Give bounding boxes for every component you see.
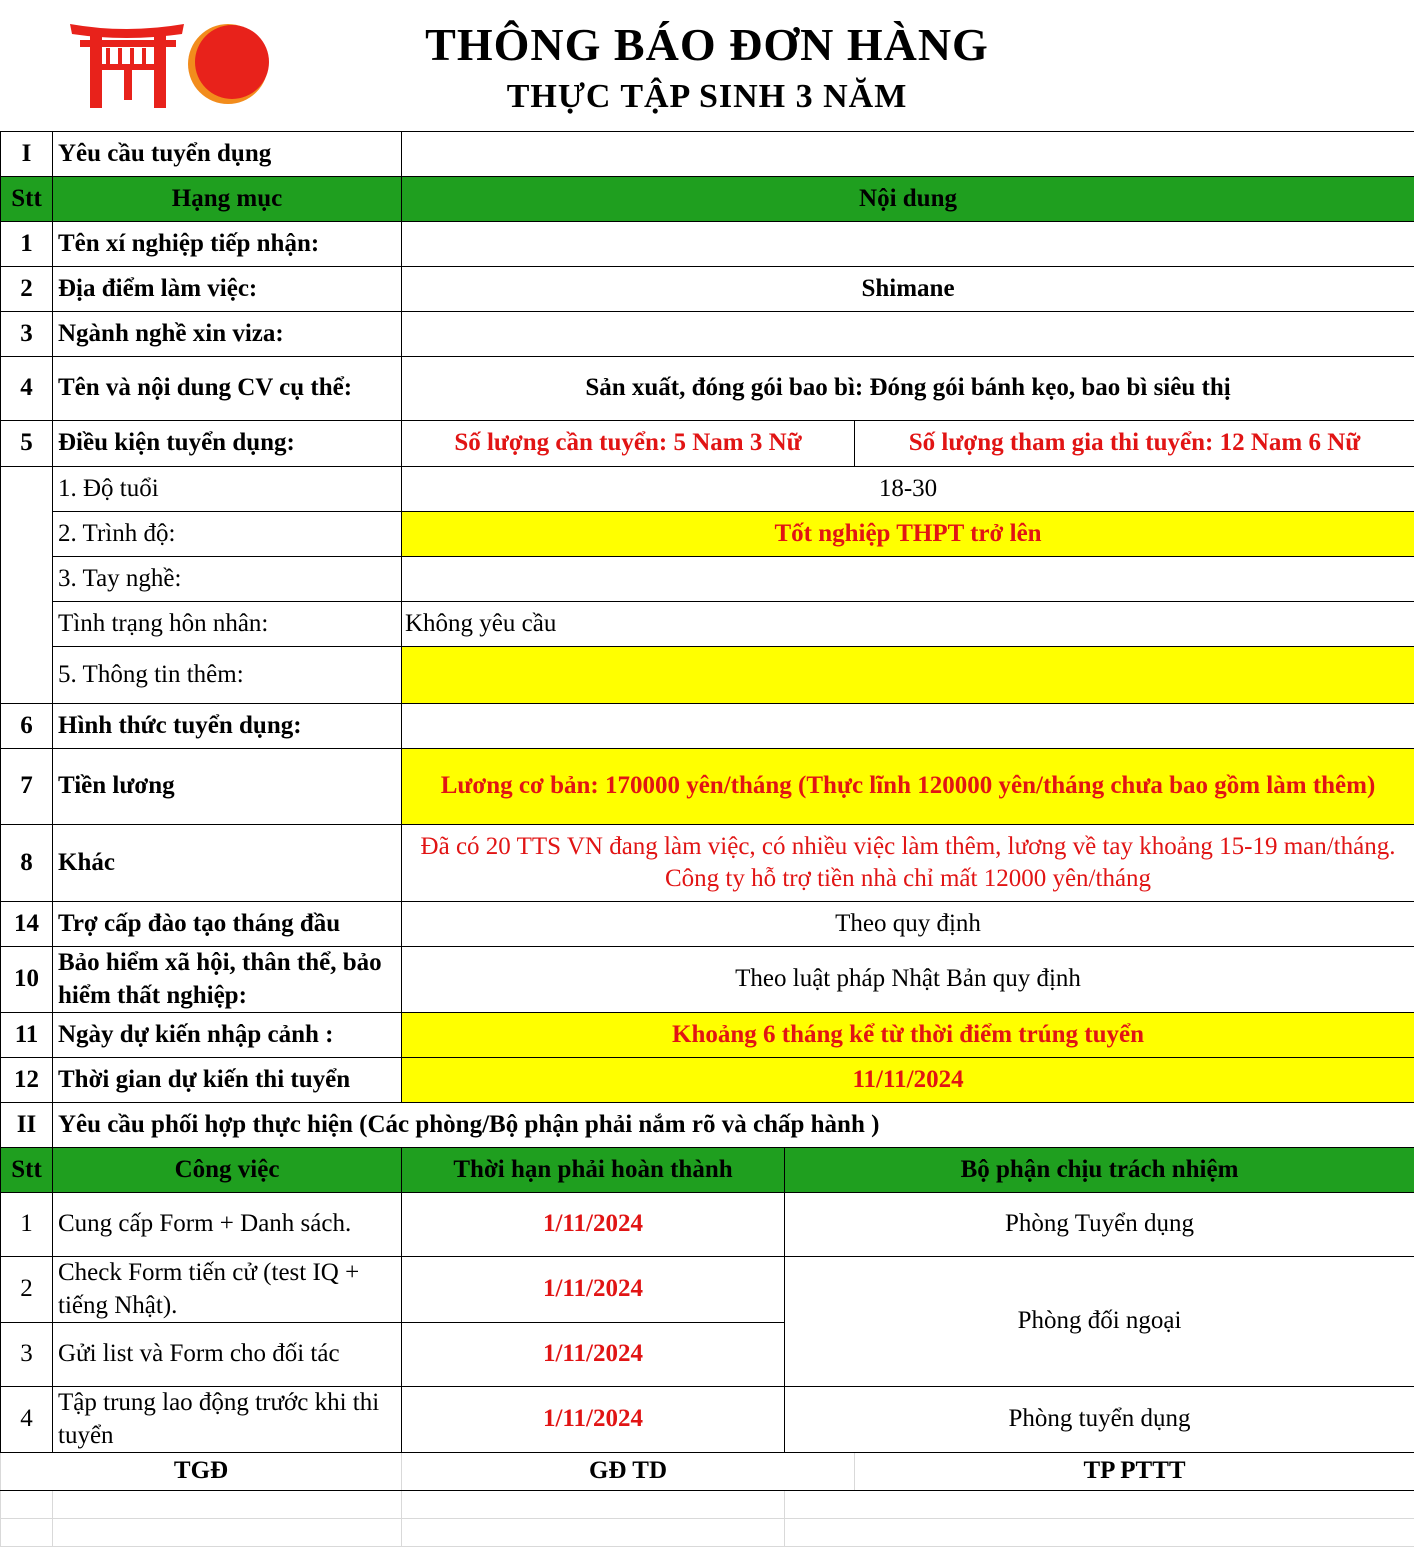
table-header: [1, 177, 1414, 222]
table-row: 7 Tiền lương Lương cơ bản: 170000 yên/tháng (Thực lĩnh 120000 yên/tháng chưa bao gồm làm thêm): [1, 749, 1414, 825]
table-row: 8 Khác Đã có 20 TTS VN đang làm việc, có nhiều việc làm thêm, lương về tay khoảng 15-19 man/tháng. Công ty hỗ trợ tiền nhà chỉ mất 12000 yên/tháng: [1, 825, 1414, 902]
task-row: 4 Tập trung lao động trước khi thi tuyển 1/11/2024 Phòng tuyển dụng: [1, 1387, 1414, 1453]
section-title: Yêu cầu phối hợp thực hiện (Các phòng/Bộ phận phải nắm rõ và chấp hành ): [53, 1103, 1414, 1148]
condition-row: 1. Độ tuổi 18-30: [1, 467, 1414, 512]
section-1-row: [1, 132, 1414, 177]
empty-grid-row: [1, 1519, 1414, 1547]
section-number: I: [1, 132, 53, 177]
table-row: 5 Điều kiện tuyển dụng: Số lượng cần tuyển: 5 Nam 3 Nữ Số lượng tham gia thi tuyển: 12 Nam 6 Nữ: [1, 421, 1414, 467]
exam-date: 11/11/2024: [402, 1058, 1414, 1103]
work-location: Shimane: [402, 267, 1414, 312]
col-item: Hạng mục: [53, 177, 402, 222]
entry-date: Khoảng 6 tháng kể từ thời điểm trúng tuyển: [402, 1013, 1414, 1058]
order-table: [0, 131, 1414, 1547]
table-row: 4 Tên và nội dung CV cụ thể: Sản xuất, đóng gói bao bì: Đóng gói bánh kẹo, bao bì siêu thị: [1, 357, 1414, 421]
section-number: II: [1, 1103, 53, 1148]
job-description: Sản xuất, đóng gói bao bì: Đóng gói bánh kẹo, bao bì siêu thị: [402, 357, 1414, 421]
signature-director: GĐ TD: [402, 1453, 855, 1491]
exam-quantity: Số lượng tham gia thi tuyển: 12 Nam 6 Nữ: [855, 421, 1414, 467]
table-row: 3 Ngành nghề xin viza:: [1, 312, 1414, 357]
hire-quantity: Số lượng cần tuyển: 5 Nam 3 Nữ: [402, 421, 855, 467]
condition-row: 2. Trình độ: Tốt nghiệp THPT trở lên: [1, 512, 1414, 557]
section-2-row: [1, 1103, 1414, 1148]
col-task: Công việc: [53, 1148, 402, 1193]
salary-value: Lương cơ bản: 170000 yên/tháng (Thực lĩnh 120000 yên/tháng chưa bao gồm làm thêm): [402, 749, 1414, 825]
col-content: Nội dung: [402, 177, 1414, 222]
col-deadline: Thời hạn phải hoàn thành: [402, 1148, 785, 1193]
page-subtitle: THỰC TẬP SINH 3 NĂM: [506, 78, 908, 115]
table-row: 14 Trợ cấp đào tạo tháng đầu Theo quy định: [1, 902, 1414, 947]
page-title: THÔNG BÁO ĐƠN HÀNG: [425, 19, 989, 70]
task-row: 3 Gửi list và Form cho đối tác 1/11/2024: [1, 1323, 1414, 1387]
section-title: Yêu cầu tuyển dụng: [53, 132, 402, 177]
document-header: [0, 0, 1414, 132]
table-row: 1 Tên xí nghiệp tiếp nhận:: [1, 222, 1414, 267]
col-dept: Bộ phận chịu trách nhiệm: [785, 1148, 1414, 1193]
condition-row: Tình trạng hôn nhân: Không yêu cầu: [1, 602, 1414, 647]
signature-row: [1, 1453, 1414, 1491]
table-row: 2 Địa điểm làm việc: Shimane: [1, 267, 1414, 312]
empty-grid-row: [1, 1491, 1414, 1519]
col-stt: Stt: [1, 177, 53, 222]
task-row: 2 Check Form tiến cử (test IQ + tiếng Nhật). 1/11/2024 Phòng đối ngoại: [1, 1257, 1414, 1323]
condition-row: 5. Thông tin thêm:: [1, 647, 1414, 704]
table-row: 12 Thời gian dự kiến thi tuyển 11/11/2024: [1, 1058, 1414, 1103]
signature-head: TP PTTT: [855, 1453, 1414, 1491]
table-header: [1, 1148, 1414, 1193]
signature-ceo: TGĐ: [1, 1453, 402, 1491]
col-stt: Stt: [1, 1148, 53, 1193]
table-row: 11 Ngày dự kiến nhập cảnh : Khoảng 6 tháng kể từ thời điểm trúng tuyển: [1, 1013, 1414, 1058]
table-row: 10 Bảo hiểm xã hội, thân thể, bảo hiểm thất nghiệp: Theo luật pháp Nhật Bản quy định: [1, 947, 1414, 1013]
condition-row: 3. Tay nghề:: [1, 557, 1414, 602]
table-row: 6 Hình thức tuyển dụng:: [1, 704, 1414, 749]
task-row: 1 Cung cấp Form + Danh sách. 1/11/2024 Phòng Tuyển dụng: [1, 1193, 1414, 1257]
other-info: Đã có 20 TTS VN đang làm việc, có nhiều việc làm thêm, lương về tay khoảng 15-19 man/tháng. Công ty hỗ trợ tiền nhà chỉ mất 12000 yên/tháng: [402, 825, 1414, 902]
